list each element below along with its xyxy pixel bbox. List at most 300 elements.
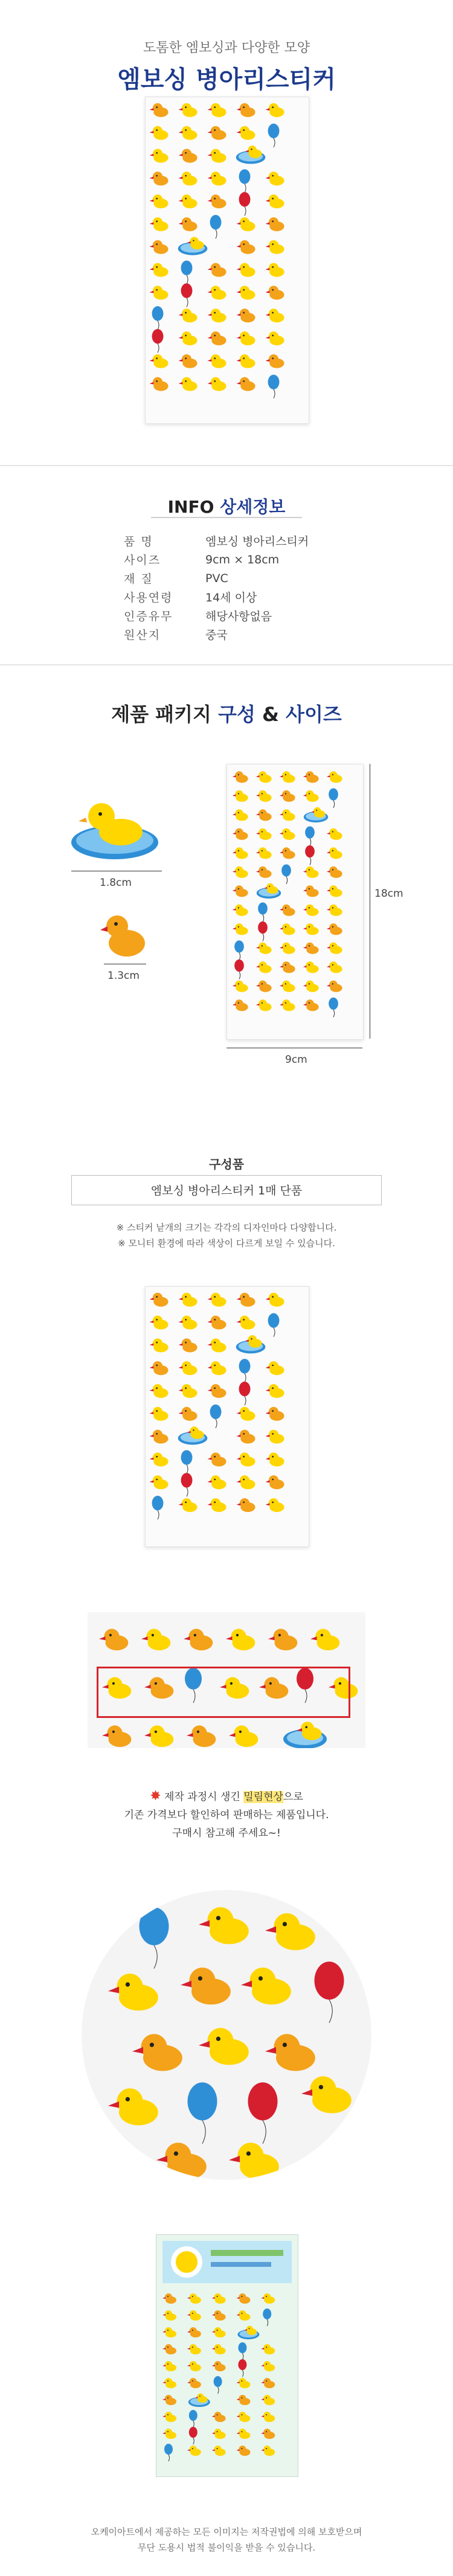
balloon-sticker [181, 283, 193, 307]
zoom-circle-image [82, 1890, 371, 2180]
duck-sticker [208, 194, 226, 208]
dim-width-label: 9cm [285, 1054, 307, 1066]
duck-sticker [261, 2378, 275, 2388]
balloon-sticker [214, 2376, 222, 2394]
duck-sticker [179, 103, 198, 117]
balloon-sticker [268, 1313, 280, 1337]
duck-sticker [256, 867, 272, 878]
sticker-grid-3 [150, 1293, 284, 1519]
duck-sticker [179, 217, 198, 231]
duck-sticker [208, 1384, 226, 1398]
duck-sticker [237, 1316, 255, 1330]
duck-sticker [280, 905, 295, 916]
duck-sticker [266, 217, 284, 231]
duck-sticker [256, 999, 272, 1011]
duck-sticker [102, 1725, 131, 1747]
duck-sticker [150, 286, 169, 300]
footer-line: 무단 도용시 법적 불이익을 받을 수 있습니다. [137, 2542, 316, 2553]
package-photo-svg [156, 2235, 298, 2476]
duck-sticker [208, 377, 226, 391]
balloon-sticker [181, 1473, 193, 1496]
info-underline [151, 517, 302, 518]
info-row [124, 606, 341, 625]
info-key: 사이즈 [124, 554, 161, 567]
duck-sticker [261, 2429, 275, 2439]
duck-sticker [237, 217, 255, 231]
duck-sticker [150, 217, 169, 231]
duck-sticker [256, 809, 272, 821]
info-row [124, 588, 341, 606]
duck-sticker [266, 309, 284, 322]
package-title-a: 구성 [218, 703, 255, 726]
duck-sticker [108, 2088, 158, 2125]
duck-sticker [233, 771, 248, 783]
balloon-sticker [152, 306, 164, 330]
info-table [124, 531, 341, 644]
footer-line: 오케이아트에서 제공하는 모든 이미지는 저작권법에 의해 보호받으며 [91, 2526, 362, 2537]
duck-sticker [179, 1498, 198, 1512]
info-value: 해당사항없음 [205, 610, 272, 623]
duck-sticker [229, 2142, 279, 2179]
duck-sticker [237, 377, 255, 391]
duck-sticker [187, 2361, 201, 2371]
section-divider [0, 465, 453, 466]
duck-sticker [261, 2361, 275, 2371]
duck-sticker [208, 149, 226, 163]
info-key: 원산지 [124, 629, 161, 642]
duck-sticker [280, 943, 295, 954]
duck-sticker [303, 771, 319, 783]
balloon-sticker [239, 1359, 251, 1382]
duck-sticker [226, 1629, 255, 1650]
duck-sticker [236, 2293, 250, 2304]
duck-sticker [256, 771, 272, 783]
notice-line-1 [0, 1787, 453, 1806]
duck-sticker [301, 2076, 352, 2113]
duck-sticker [233, 790, 248, 802]
orange-duck-illustration [97, 912, 151, 960]
duck-sticker [162, 2378, 176, 2388]
balloon-sticker [238, 2342, 246, 2360]
info-value: 9cm × 18cm [205, 553, 280, 566]
dim-small-label: 1.3cm [108, 970, 140, 982]
package-title-amp: & [255, 703, 286, 726]
duck-sticker [150, 194, 169, 208]
duck-sticker [150, 377, 169, 391]
duck-sticker [266, 286, 284, 300]
duck-sticker [233, 981, 248, 992]
duck-sticker [237, 1407, 255, 1421]
balloon-sticker [210, 215, 222, 239]
duck-sticker [268, 1629, 297, 1650]
info-row [124, 550, 341, 569]
duck-sticker [179, 1339, 198, 1353]
notice-line-1-pre: 제작 과정시 생긴 [164, 1791, 244, 1803]
balloon-sticker [181, 260, 193, 284]
balloon-sticker [238, 2359, 246, 2377]
duck-sticker [187, 2310, 201, 2321]
duck-sticker [327, 943, 342, 954]
sticker-sheet-image [145, 97, 309, 424]
duck-sticker [280, 923, 295, 935]
duck-sticker [236, 2310, 250, 2321]
duck-sticker [212, 2293, 226, 2304]
balloon-sticker [281, 864, 291, 884]
duck-sticker [162, 2429, 176, 2439]
header-subtitle: 도톰한 엠보싱과 다양한 모양 [143, 40, 310, 56]
duck-sticker [327, 885, 342, 897]
duck-sticker [150, 171, 169, 185]
sticker-sheet-svg [146, 97, 309, 423]
duck-sticker [212, 2344, 226, 2354]
duck-sticker [237, 332, 255, 345]
balloon-sticker [152, 1496, 164, 1519]
duck-sticker [208, 354, 226, 368]
duck-sticker [327, 847, 342, 859]
duck-sticker [208, 1316, 226, 1330]
balloon-sticker [258, 921, 268, 941]
duck-sticker [179, 309, 198, 322]
duck-sticker [150, 1384, 169, 1398]
balloon-sticker [210, 1405, 222, 1428]
duck-sticker [150, 263, 169, 277]
sticker-grid [150, 103, 284, 399]
package-title [0, 699, 453, 727]
duck-sticker [150, 126, 169, 140]
composition-box: 엠보싱 병아리스티커 1매 단품 [71, 1175, 382, 1205]
duck-sticker [280, 809, 295, 821]
sticker-sheet-svg-2 [227, 764, 363, 1039]
info-key: 재 질 [124, 572, 153, 586]
duck-sticker [99, 1629, 128, 1650]
duck-sticker [266, 1453, 284, 1467]
info-title-main: 상세정보 [220, 497, 286, 517]
sticker-sheet-dimensions-image [226, 764, 364, 1040]
duck-sticker [233, 999, 248, 1011]
duck-sticker [327, 828, 342, 840]
duck-sticker [280, 961, 295, 973]
duck-sticker [179, 354, 198, 368]
duck-sticker [303, 999, 319, 1011]
duck-sticker [179, 1316, 198, 1330]
duck-sticker [162, 2412, 176, 2422]
duck-sticker [150, 1430, 169, 1444]
duck-sticker [208, 309, 226, 322]
duck-sticker [229, 1725, 258, 1747]
duck-sticker [179, 171, 198, 185]
duck-sticker [208, 1498, 226, 1512]
duck-sticker [266, 1384, 284, 1398]
duck-sticker [256, 943, 272, 954]
duck-sticker [150, 1339, 169, 1353]
balloon-sticker [152, 329, 164, 353]
duck-sticker [179, 1293, 198, 1307]
duck-sticker [179, 194, 198, 208]
duck-sticker [162, 2361, 176, 2371]
duck-sticker [303, 943, 319, 954]
note-item: ※ 모니터 환경에 따라 색상이 다르게 보일 수 있습니다. [118, 1238, 335, 1249]
duck-sticker [303, 885, 319, 897]
duck-sticker [261, 2446, 275, 2456]
duck-sticker [212, 2446, 226, 2456]
duck-sticker [108, 1973, 158, 2010]
duck-sticker [327, 905, 342, 916]
info-title [0, 494, 453, 518]
info-key: 사용연령 [124, 591, 173, 604]
duck-sticker [208, 1339, 226, 1353]
duck-sticker [327, 771, 342, 783]
duck-sticker [162, 2344, 176, 2354]
duck-sticker [266, 263, 284, 277]
duck-sticker [237, 126, 255, 140]
duck-sticker [237, 1453, 255, 1467]
balloon-sticker [234, 940, 244, 960]
duck-sticker [303, 923, 319, 935]
duck-on-water-illustration [66, 797, 169, 863]
duck-sticker [256, 790, 272, 802]
duck-sticker [261, 2293, 275, 2304]
duck-sticker [162, 2293, 176, 2304]
duck-sticker [208, 103, 226, 117]
info-key: 인증유무 [124, 610, 173, 623]
duck-sticker [256, 847, 272, 859]
duck-sticker [208, 126, 226, 140]
duck-sticker [162, 2327, 176, 2337]
duck-sticker [208, 263, 226, 277]
duck-sticker [212, 2412, 226, 2422]
balloon-sticker [268, 374, 280, 398]
duck-sticker [266, 1361, 284, 1375]
balloon-sticker [258, 902, 268, 922]
copyright-footer [0, 2524, 453, 2555]
zoom-circle-svg [82, 1890, 371, 2180]
duck-sticker [266, 1498, 284, 1512]
duck-sticker [208, 286, 226, 300]
duck-sticker [179, 1407, 198, 1421]
duck-sticker [233, 809, 248, 821]
misprint-notice [0, 1787, 453, 1842]
duck-sticker [141, 1629, 170, 1650]
balloon-sticker [305, 826, 315, 846]
duck-sticker [266, 332, 284, 345]
balloon-sticker [239, 169, 251, 193]
info-value: 14세 이상 [205, 591, 257, 604]
duck-sticker [144, 1725, 173, 1747]
balloon-sticker [164, 2444, 173, 2461]
duck-sticker [150, 240, 169, 254]
balloon-sticker [189, 2427, 198, 2444]
duck-sticker [256, 828, 272, 840]
balloon-sticker [329, 998, 338, 1017]
duck-sticker [237, 103, 255, 117]
duck-sticker [303, 790, 319, 802]
warning-star-icon: ✸ [150, 1789, 161, 1804]
duck-sticker [150, 1361, 169, 1375]
duck-sticker [150, 1453, 169, 1467]
duck-sticker [266, 171, 284, 185]
duck-sticker [150, 103, 169, 117]
duck-sticker [280, 847, 295, 859]
duck-sticker [212, 2310, 226, 2321]
duck-sticker [233, 905, 248, 916]
duck-sticker [303, 961, 319, 973]
duck-sticker [303, 981, 319, 992]
duck-sticker [303, 905, 319, 916]
duck-sticker [179, 377, 198, 391]
duck-sticker [199, 1907, 249, 1944]
duck-sticker [266, 1430, 284, 1444]
duck-sticker [261, 2344, 275, 2354]
duck-sticker [261, 2395, 275, 2405]
info-key: 품 명 [124, 535, 153, 548]
duck-sticker [327, 867, 342, 878]
balloon-sticker [140, 1908, 169, 1969]
duck-sticker [266, 103, 284, 117]
package-title-prefix: 제품 패키지 [111, 703, 211, 726]
notice-highlight: 밀림현상 [243, 1791, 283, 1803]
duck-sticker [266, 354, 284, 368]
duck-sticker [237, 286, 255, 300]
sticker-sheet-svg-3 [146, 1287, 309, 1546]
balloon-sticker [305, 845, 315, 865]
duck-sticker [280, 790, 295, 802]
duck-sticker [236, 2412, 250, 2422]
duck-sticker [256, 981, 272, 992]
duck-sticker [237, 240, 255, 254]
balloon-sticker [188, 2083, 217, 2144]
info-value: 중국 [205, 629, 228, 642]
dim-large-label: 1.8cm [100, 877, 132, 889]
duck-sticker [162, 2395, 176, 2405]
duck-sticker [150, 354, 169, 368]
duck-sticker [233, 885, 248, 897]
note-item: ※ 스티커 낱개의 크기는 각각의 디자인마다 다양합니다. [116, 1222, 337, 1233]
balloon-sticker [181, 1450, 193, 1473]
section-divider [0, 664, 453, 665]
duck-sticker [179, 1384, 198, 1398]
duck-sticker [233, 828, 248, 840]
duck-sticker [132, 2034, 182, 2071]
duck-sticker [266, 1475, 284, 1489]
balloon-sticker [329, 788, 338, 808]
balloon-sticker [268, 124, 280, 147]
duck-sticker [208, 1453, 226, 1467]
duck-sticker [179, 149, 198, 163]
balloon-sticker [239, 192, 251, 216]
duck-sticker [280, 828, 295, 840]
duck-sticker [179, 126, 198, 140]
duck-sticker [303, 867, 319, 878]
composition-label: 구성품 [209, 1157, 244, 1171]
duck-sticker [265, 2034, 315, 2071]
info-row [124, 625, 341, 644]
sticker-sheet-image-2 [145, 1286, 309, 1547]
balloon-sticker [263, 2308, 271, 2326]
info-row [124, 569, 341, 588]
duck-sticker [327, 981, 342, 992]
duck-sticker [327, 923, 342, 935]
dim-height-label: 18cm [374, 888, 403, 900]
balloon-sticker [239, 1382, 251, 1405]
duck-sticker [237, 1293, 255, 1307]
duck-sticker [265, 1913, 315, 1950]
duck-sticker [280, 771, 295, 783]
package-title-b: 사이즈 [286, 703, 342, 726]
misprint-highlight-box [97, 1667, 350, 1718]
info-title-prefix: INFO [167, 497, 214, 517]
balloon-sticker [315, 1962, 344, 2023]
duck-sticker [150, 149, 169, 163]
duck-sticker [150, 1407, 169, 1421]
duck-sticker [280, 981, 295, 992]
duck-sticker [187, 1725, 216, 1747]
duck-sticker [208, 1293, 226, 1307]
duck-sticker [187, 2446, 201, 2456]
duck-sticker [327, 961, 342, 973]
duck-sticker [199, 2028, 249, 2065]
sticker-grid-2 [233, 771, 342, 1017]
duck-sticker [156, 2142, 207, 2179]
duck-sticker [237, 1498, 255, 1512]
duck-sticker [266, 194, 284, 208]
duck-sticker [187, 2344, 201, 2354]
duck-sticker [237, 1430, 255, 1444]
duck-sticker [208, 171, 226, 185]
notice-line-3: 구매시 참고해 주세요~! [172, 1827, 281, 1839]
duck-sticker [150, 1293, 169, 1307]
duck-sticker [237, 354, 255, 368]
zoom-stickers [108, 1907, 352, 2179]
duck-sticker [310, 1629, 339, 1650]
duck-sticker [233, 867, 248, 878]
notes [0, 1220, 453, 1251]
duck-sticker [179, 1361, 198, 1375]
duck-sticker [187, 2327, 201, 2337]
duck-sticker [181, 1967, 231, 2004]
duck-sticker [266, 1293, 284, 1307]
duck-sticker [150, 1475, 169, 1489]
duck-sticker [233, 847, 248, 859]
duck-sticker [237, 263, 255, 277]
duck-sticker [212, 2361, 226, 2371]
duck-sticker [256, 961, 272, 973]
duck-sticker [212, 2327, 226, 2337]
info-value: PVC [205, 571, 228, 585]
package-photo [156, 2234, 298, 2477]
duck-sticker [187, 2378, 201, 2388]
duck-sticker [212, 2429, 226, 2439]
duck-sticker [236, 2395, 250, 2405]
duck-sticker [236, 2429, 250, 2439]
balloon-sticker [189, 2410, 198, 2427]
notice-line-2: 기존 가격보다 할인하여 판매하는 제품입니다. [124, 1809, 329, 1821]
duck-sticker [208, 1361, 226, 1375]
duck-sticker [208, 332, 226, 345]
info-value: 엠보싱 병아리스티커 [205, 535, 309, 548]
balloon-sticker [234, 960, 244, 979]
info-row [124, 531, 341, 550]
duck-sticker [162, 2310, 176, 2321]
balloon-sticker [248, 2083, 278, 2144]
duck-sticker [237, 309, 255, 322]
duck-sticker [179, 332, 198, 345]
notice-line-1-post: 으로 [283, 1791, 303, 1803]
package-sticker-grid [162, 2293, 275, 2461]
header-title: 엠보싱 병아리스티커 [117, 66, 336, 94]
duck-sticker [233, 923, 248, 935]
duck-sticker [266, 1407, 284, 1421]
duck-sticker [236, 2378, 250, 2388]
